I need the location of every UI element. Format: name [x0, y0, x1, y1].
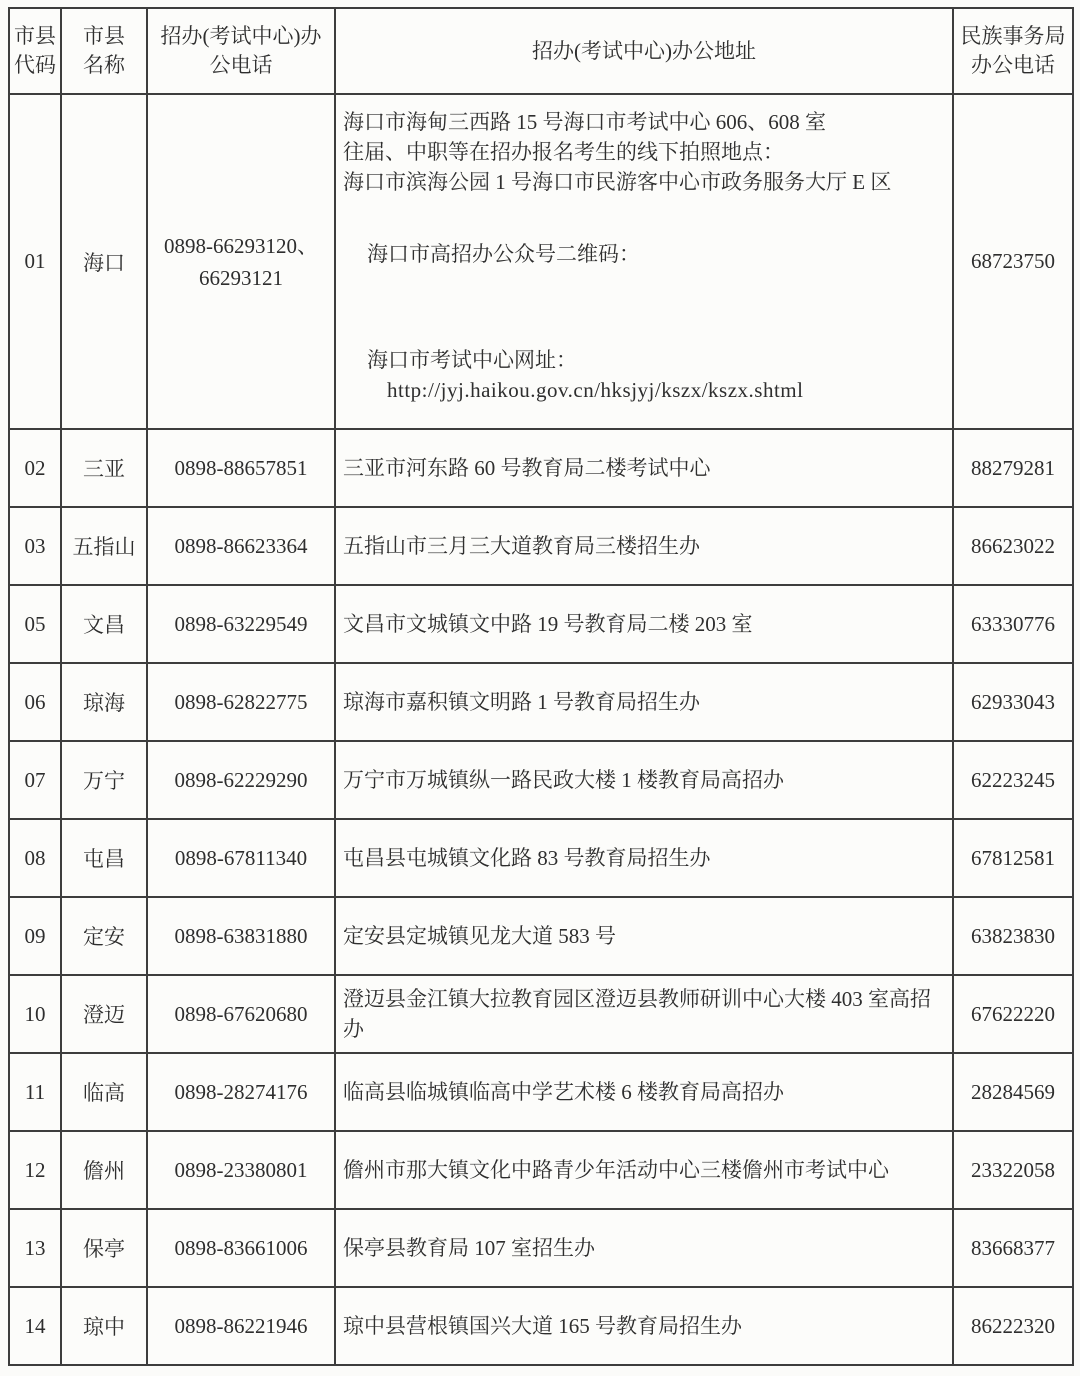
- cell-name: 海口: [61, 94, 147, 429]
- cell-address: 琼海市嘉积镇文明路 1 号教育局招生办: [335, 663, 953, 741]
- cell-address: 琼中县营根镇国兴大道 165 号教育局招生办: [335, 1287, 953, 1365]
- header-line: 名称: [83, 53, 125, 77]
- header-office-address: [335, 8, 953, 94]
- cell-code: 12: [9, 1131, 61, 1209]
- cell-phone: 0898-63229549: [147, 585, 335, 663]
- table-row: [9, 897, 1073, 975]
- cell-phone: 0898-67620680: [147, 975, 335, 1053]
- header-line: 招办(考试中心)办: [160, 24, 322, 48]
- table-row: [9, 1287, 1073, 1365]
- cell-ethnic-phone: 67812581: [953, 819, 1073, 897]
- cell-ethnic-phone: 23322058: [953, 1131, 1073, 1209]
- header-line: 民族事务局: [960, 24, 1066, 48]
- cell-phone: [147, 94, 335, 429]
- cell-address: 澄迈县金江镇大拉教育园区澄迈县教师研训中心大楼 403 室高招办: [335, 975, 953, 1053]
- table-row: [9, 94, 1073, 429]
- cell-phone: 0898-88657851: [147, 429, 335, 507]
- cell-phone: 0898-62822775: [147, 663, 335, 741]
- cell-name: 澄迈: [61, 975, 147, 1053]
- cell-ethnic-phone: 67622220: [953, 975, 1073, 1053]
- cell-code: 03: [9, 507, 61, 585]
- table-row: [9, 663, 1073, 741]
- cell-ethnic-phone: 63823830: [953, 897, 1073, 975]
- cell-phone: 0898-23380801: [147, 1131, 335, 1209]
- header-row: [9, 8, 1073, 94]
- contact-table: [8, 7, 1074, 1366]
- cell-ethnic-phone: 88279281: [953, 429, 1073, 507]
- header-line: 代码: [14, 53, 56, 77]
- table-row: [9, 585, 1073, 663]
- cell-code: 13: [9, 1209, 61, 1287]
- header-line: 办公电话: [971, 53, 1055, 77]
- header-city-code: [9, 8, 61, 94]
- cell-name: 定安: [61, 897, 147, 975]
- cell-code: 10: [9, 975, 61, 1053]
- cell-code: 11: [9, 1053, 61, 1131]
- cell-address: 万宁市万城镇纵一路民政大楼 1 楼教育局高招办: [335, 741, 953, 819]
- haikou-website-url: http://jyj.haikou.gov.cn/hksjyj/kszx/kszx.shtml: [387, 378, 804, 402]
- cell-address: 儋州市那大镇文化中路青少年活动中心三楼儋州市考试中心: [335, 1131, 953, 1209]
- cell-address: 屯昌县屯城镇文化路 83 号教育局招生办: [335, 819, 953, 897]
- cell-phone: 0898-63831880: [147, 897, 335, 975]
- cell-ethnic-phone: 62933043: [953, 663, 1073, 741]
- cell-ethnic-phone: 86623022: [953, 507, 1073, 585]
- cell-name: 三亚: [61, 429, 147, 507]
- table-row: [9, 1131, 1073, 1209]
- cell-ethnic-phone: 28284569: [953, 1053, 1073, 1131]
- table-row: [9, 1053, 1073, 1131]
- table-row: [9, 1209, 1073, 1287]
- cell-address: [335, 94, 953, 429]
- cell-ethnic-phone: 83668377: [953, 1209, 1073, 1287]
- cell-address: 文昌市文城镇文中路 19 号教育局二楼 203 室: [335, 585, 953, 663]
- qr-code-caption: 海口市高招办公众号二维码：: [367, 242, 640, 266]
- cell-code: 06: [9, 663, 61, 741]
- header-line: 市县: [83, 24, 125, 48]
- cell-phone: 0898-86221946: [147, 1287, 335, 1365]
- table-row: [9, 819, 1073, 897]
- cell-ethnic-phone: 68723750: [953, 94, 1073, 429]
- table-row: [9, 741, 1073, 819]
- address-line: 海口市海甸三西路 15 号海口市考试中心 606、608 室: [343, 110, 826, 134]
- cell-name: 五指山: [61, 507, 147, 585]
- cell-name: 琼海: [61, 663, 147, 741]
- cell-code: 02: [9, 429, 61, 507]
- cell-address: 五指山市三月三大道教育局三楼招生办: [335, 507, 953, 585]
- table-row: [9, 975, 1073, 1053]
- table-row: [9, 507, 1073, 585]
- cell-name: 临高: [61, 1053, 147, 1131]
- cell-phone: 0898-83661006: [147, 1209, 335, 1287]
- website-caption: 海口市考试中心网址：: [367, 348, 577, 372]
- address-line: 海口市滨海公园 1 号海口市民游客中心市政务服务大厅 E 区: [343, 170, 892, 194]
- cell-address: 临高县临城镇临高中学艺术楼 6 楼教育局高招办: [335, 1053, 953, 1131]
- cell-address: 三亚市河东路 60 号教育局二楼考试中心: [335, 429, 953, 507]
- address-line: 往届、中职等在招办报名考生的线下拍照地点：: [343, 140, 784, 164]
- cell-phone: 0898-62229290: [147, 741, 335, 819]
- header-city-name: [61, 8, 147, 94]
- cell-ethnic-phone: 62223245: [953, 741, 1073, 819]
- cell-name: 文昌: [61, 585, 147, 663]
- cell-address: 定安县定城镇见龙大道 583 号: [335, 897, 953, 975]
- header-line: 市县: [14, 24, 56, 48]
- cell-name: 保亭: [61, 1209, 147, 1287]
- cell-phone: 0898-86623364: [147, 507, 335, 585]
- header-line: 招办(考试中心)办公地址: [532, 38, 756, 63]
- cell-code: 05: [9, 585, 61, 663]
- cell-phone: 0898-67811340: [147, 819, 335, 897]
- cell-ethnic-phone: 86222320: [953, 1287, 1073, 1365]
- cell-name: 万宁: [61, 741, 147, 819]
- table-row: [9, 429, 1073, 507]
- cell-name: 儋州: [61, 1131, 147, 1209]
- cell-code: 07: [9, 741, 61, 819]
- cell-name: 琼中: [61, 1287, 147, 1365]
- cell-phone: 0898-28274176: [147, 1053, 335, 1131]
- cell-code: 01: [9, 94, 61, 429]
- header-ethnic-affairs-phone: [953, 8, 1073, 94]
- cell-address: 保亭县教育局 107 室招生办: [335, 1209, 953, 1287]
- header-line: 公电话: [209, 53, 273, 77]
- cell-code: 08: [9, 819, 61, 897]
- cell-name: 屯昌: [61, 819, 147, 897]
- cell-code: 14: [9, 1287, 61, 1365]
- phone-line: 66293121: [199, 265, 283, 290]
- cell-code: 09: [9, 897, 61, 975]
- cell-ethnic-phone: 63330776: [953, 585, 1073, 663]
- header-office-phone: [147, 8, 335, 94]
- phone-line: 0898-66293120、: [164, 233, 318, 258]
